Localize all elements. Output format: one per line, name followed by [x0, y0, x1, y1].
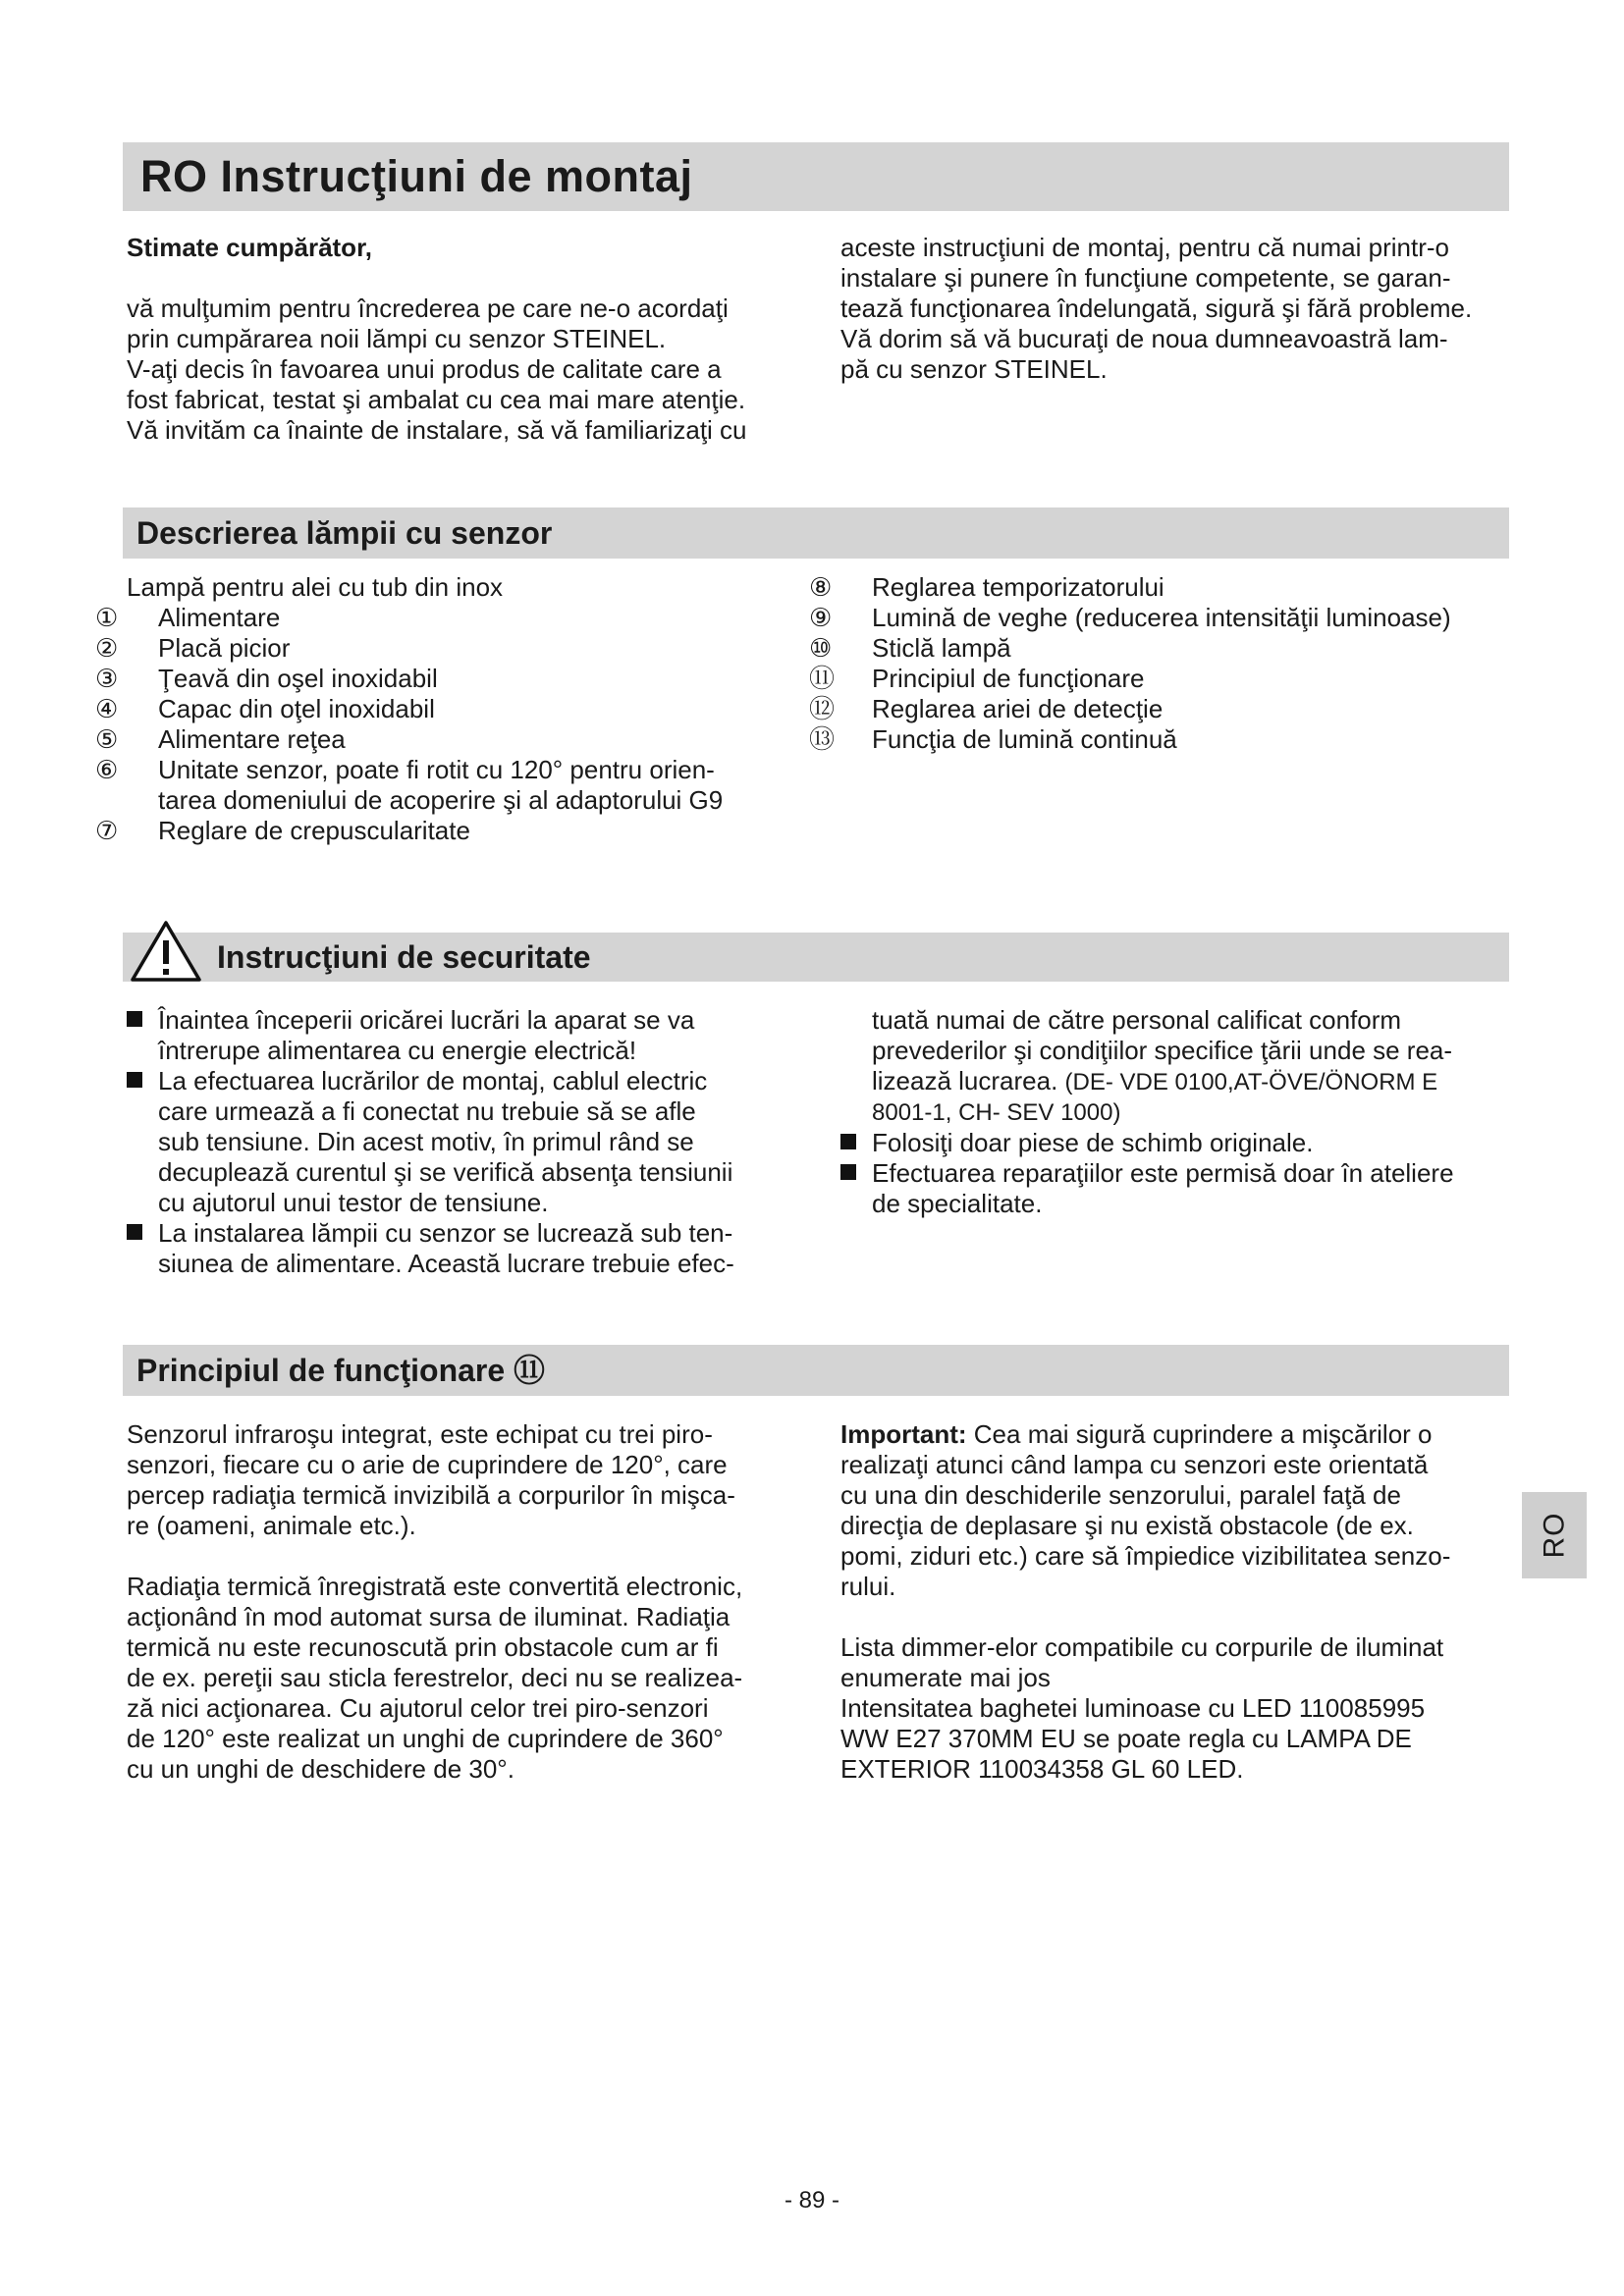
language-code: RO [1538, 1512, 1570, 1559]
intro-line: pă cu senzor STEINEL. [840, 354, 1108, 384]
part-item: ⑨ Lumină de veghe (reducerea intensităţii luminoase) [809, 603, 1451, 632]
intro-line: Vă invităm ca înainte de instalare, să vă familiarizaţi cu [127, 415, 747, 445]
description-right-column [809, 572, 1516, 755]
part-item: ③ Ţeavă din oşel inoxidabil [95, 664, 438, 693]
principle-line: Important: Cea mai sigură cuprindere a mişcărilor o [840, 1419, 1433, 1449]
principle-line: ză nici acţionarea. Cu ajutorul celor trei piro-senzori [127, 1693, 709, 1723]
intro-line: tează funcţionarea îndelungată, sigură şi fără probleme. [840, 294, 1473, 323]
safety-left-column [127, 1005, 802, 1279]
bullet-square-icon [127, 1072, 142, 1088]
principle-line: enumerate mai jos [840, 1663, 1051, 1692]
part-item: ⑦ Reglare de crepuscularitate [95, 816, 470, 845]
bullet-square-icon [840, 1134, 856, 1149]
principle-line: WW E27 370MM EU se poate regla cu LAMPA DE [840, 1724, 1412, 1753]
principle-line: EXTERIOR 110034358 GL 60 LED. [840, 1754, 1244, 1784]
page-title: RO Instrucţiuni de montaj [140, 151, 693, 201]
principle-line: Lista dimmer-elor compatibile cu corpurile de iluminat [840, 1632, 1444, 1662]
language-side-tab [1522, 1492, 1587, 1578]
principle-heading: Principiul de funcţionare ⑪ [136, 1353, 546, 1388]
intro-right-column [840, 233, 1516, 385]
principle-line: cu un unghi de deschidere de 30°. [127, 1754, 514, 1784]
bullet-square-icon [127, 1011, 142, 1027]
principle-band [123, 1345, 1509, 1396]
principle-line: Radiaţia termică înregistrată este convertită electronic, [127, 1572, 743, 1601]
greeting: Stimate cumpărător, [127, 233, 372, 262]
safety-bullet: Folosiţi doar piese de schimb originale. [840, 1128, 1516, 1158]
principle-line: de ex. pereţii sau sticla ferestrelor, deci nu se realizea- [127, 1663, 743, 1692]
intro-line: aceste instrucţiuni de montaj, pentru că numai printr-o [840, 233, 1449, 262]
part-item: ⑬ Funcţia de lumină continuă [809, 724, 1177, 754]
part-item: ① Alimentare [95, 603, 281, 632]
principle-line: de 120° este realizat un unghi de cuprindere de 360° [127, 1724, 724, 1753]
bullet-square-icon [840, 1164, 856, 1180]
safety-bullet: La efectuarea lucrărilor de montaj, cablul electric care urmează a fi conectat nu trebuie să se afle sub tensiune. Din acest motiv, în primul rând se decuplează curentul şi se verifică absenţa tensiunii cu ajutorul unui testor de tensiune. [127, 1066, 802, 1218]
bullet-square-icon [127, 1224, 142, 1240]
intro-left-column [127, 233, 802, 446]
norm-reference: (DE- VDE 0100,AT-ÖVE/ÖNORM E [1064, 1069, 1438, 1095]
part-item: ⑪ Principiul de funcţionare [809, 664, 1145, 693]
important-label: Important: [840, 1419, 967, 1449]
intro-line: prin cumpărarea noii lămpi cu senzor STEINEL. [127, 324, 667, 353]
intro-line: vă mulţumim pentru încrederea pe care ne-o acordaţi [127, 294, 729, 323]
principle-line: acţionând în mod automat sursa de iluminat. Radiaţia [127, 1602, 731, 1631]
safety-band [123, 933, 1509, 982]
principle-line: rului. [840, 1572, 896, 1601]
part-item: ④ Capac din oţel inoxidabil [95, 694, 435, 723]
part-item: ⑥ Unitate senzor, poate fi rotit cu 120° pentru orien- tarea domeniului de acoperire şi al adaptorului G9 [95, 755, 724, 815]
part-item: ⑧ Reglarea temporizatorului [809, 572, 1164, 602]
description-left-column [95, 572, 802, 846]
intro-line: V-aţi decis în favoarea unui produs de calitate care a [127, 354, 722, 384]
principle-left-column [127, 1419, 802, 1785]
description-intro: Lampă pentru alei cu tub din inox [127, 572, 504, 602]
principle-line: termică nu este recunoscută prin obstacole cum ar fi [127, 1632, 719, 1662]
safety-heading: Instrucţiuni de securitate [217, 939, 591, 975]
intro-line: Vă dorim să vă bucuraţi de noua dumneavoastră lam- [840, 324, 1448, 353]
norm-reference: 8001-1, CH- SEV 1000) [872, 1099, 1121, 1126]
principle-line: percep radiaţia termică invizibilă a corpurilor în mişca- [127, 1480, 735, 1510]
safety-bullet: La instalarea lămpii cu senzor se lucrează sub ten- siunea de alimentare. Această lucrare trebuie efec- [127, 1218, 802, 1279]
intro-line: fost fabricat, testat şi ambalat cu cea mai mare atenţie. [127, 385, 746, 414]
principle-right-column [840, 1419, 1516, 1785]
safety-right-column [840, 1005, 1516, 1219]
safety-bullet: Înaintea începerii oricărei lucrări la aparat se va întrerupe alimentarea cu energie electrică! [127, 1005, 802, 1066]
principle-line: cu una din deschiderile senzorului, paralel faţă de [840, 1480, 1401, 1510]
description-band [123, 507, 1509, 559]
title-band [123, 142, 1509, 211]
principle-line: direcţia de deplasare şi nu există obstacole (de ex. [840, 1511, 1414, 1540]
safety-continuation: prevederilor şi condiţiilor specifice ţării unde se rea- [872, 1036, 1453, 1065]
part-item: ⑤ Alimentare reţea [95, 724, 346, 754]
warning-triangle-icon [131, 919, 201, 982]
principle-line: re (oameni, animale etc.). [127, 1511, 416, 1540]
principle-line: senzori, fiecare cu o arie de cuprindere de 120°, care [127, 1450, 728, 1479]
description-heading: Descrierea lămpii cu senzor [136, 515, 553, 551]
intro-line: instalare şi punere în funcţiune competente, se garan- [840, 263, 1451, 293]
part-item: ⑩ Sticlă lampă [809, 633, 1011, 663]
principle-line: Senzorul infraroşu integrat, este echipat cu trei piro- [127, 1419, 713, 1449]
principle-line: Intensitatea baghetei luminoase cu LED 110085995 [840, 1693, 1426, 1723]
safety-continuation: tuată numai de către personal calificat conform [872, 1005, 1402, 1035]
safety-bullet: Efectuarea reparaţiilor este permisă doar în ateliere de specialitate. [840, 1158, 1516, 1219]
safety-continuation: lizează lucrarea. (DE- VDE 0100,AT-ÖVE/ÖNORM E [872, 1066, 1438, 1095]
principle-line: realizaţi atunci când lampa cu senzori este orientată [840, 1450, 1429, 1479]
part-item: ⑫ Reglarea ariei de detecţie [809, 694, 1164, 723]
principle-line: pomi, ziduri etc.) care să împiedice vizibilitatea senzo- [840, 1541, 1451, 1571]
part-item: ② Placă picior [95, 633, 291, 663]
page-number: - 89 - [784, 2187, 839, 2214]
